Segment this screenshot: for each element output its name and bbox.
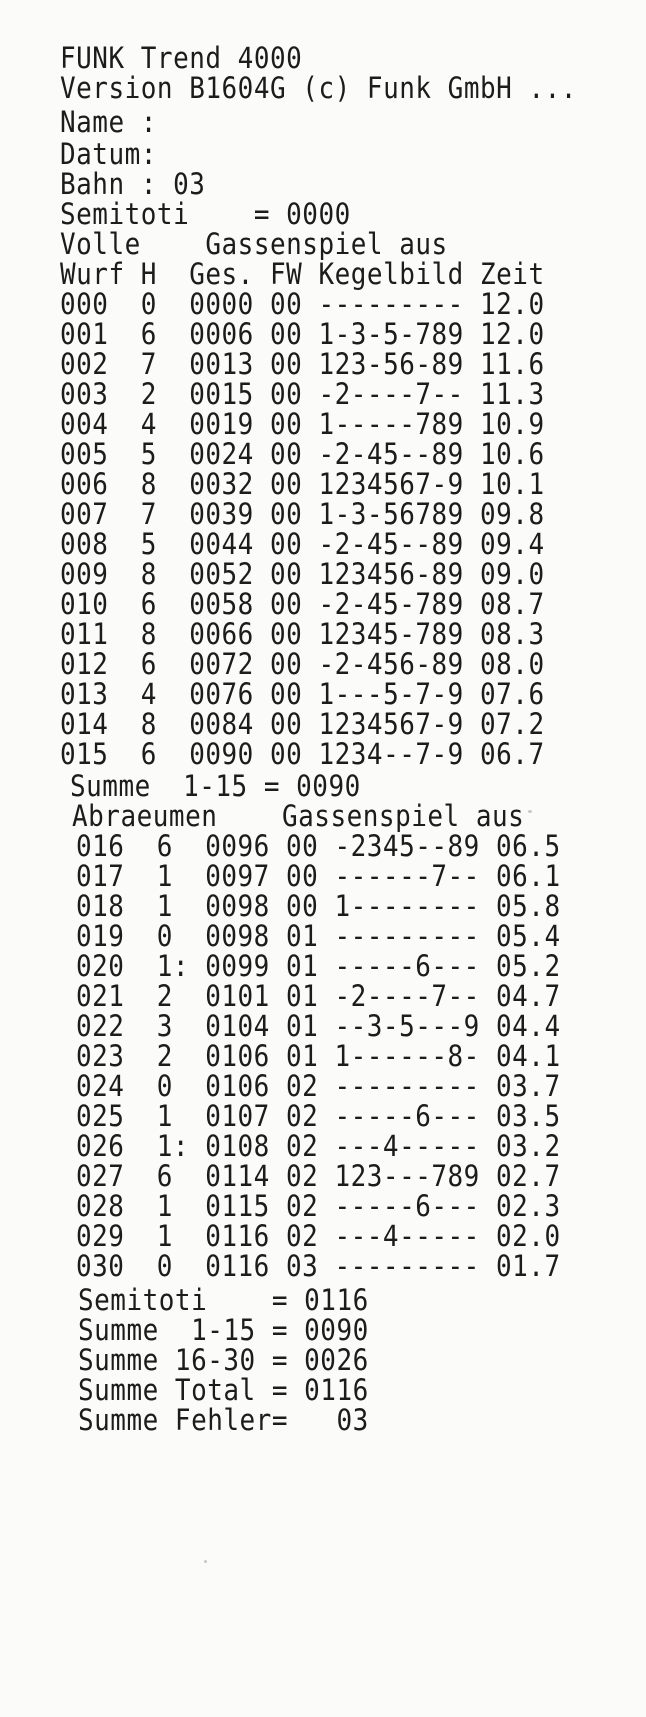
throw-row: 022 3 0104 01 --3-5---9 04.4	[76, 1010, 561, 1044]
column-header: Wurf H Ges. FW Kegelbild Zeit	[60, 258, 545, 292]
throw-row: 017 1 0097 00 ------7-- 06.1	[76, 860, 561, 894]
throw-row: 020 1: 0099 01 -----6--- 05.2	[76, 950, 561, 984]
throw-row: 011 8 0066 00 12345-789 08.3	[60, 618, 545, 652]
version-line: Version B1604G (c) Funk GmbH ...	[60, 72, 577, 106]
throw-row: 013 4 0076 00 1---5-7-9 07.6	[60, 678, 545, 712]
section-abraeumen: Abraeumen Gassenspiel aus	[72, 800, 525, 834]
total-overall: Summe Total = 0116	[78, 1374, 369, 1408]
date-field: Datum:	[60, 138, 157, 172]
paper-speck	[204, 1560, 207, 1563]
total-errors: Summe Fehler= 03	[78, 1404, 369, 1438]
throw-row: 028 1 0115 02 -----6--- 02.3	[76, 1190, 561, 1224]
printer-model-title: FUNK Trend 4000	[60, 42, 303, 76]
lane-field: Bahn : 03	[60, 168, 206, 202]
throw-row: 003 2 0015 00 -2----7-- 11.3	[60, 378, 545, 412]
throw-row: 015 6 0090 00 1234--7-9 06.7	[60, 738, 545, 772]
throw-row: 018 1 0098 00 1-------- 05.8	[76, 890, 561, 924]
throw-row: 010 6 0058 00 -2-45-789 08.7	[60, 588, 545, 622]
semitoti-end: Semitoti = 0116	[78, 1284, 369, 1318]
throw-row: 001 6 0006 00 1-3-5-789 12.0	[60, 318, 545, 352]
throw-row: 002 7 0013 00 123-56-89 11.6	[60, 348, 545, 382]
throw-row: 007 7 0039 00 1-3-56789 09.8	[60, 498, 545, 532]
throw-row: 008 5 0044 00 -2-45--89 09.4	[60, 528, 545, 562]
throw-row: 000 0 0000 00 --------- 12.0	[60, 288, 545, 322]
throw-row: 026 1: 0108 02 ---4----- 03.2	[76, 1130, 561, 1164]
name-field: Name :	[60, 106, 157, 140]
throw-row: 023 2 0106 01 1------8- 04.1	[76, 1040, 561, 1074]
paper-speck	[528, 810, 532, 813]
throw-row: 014 8 0084 00 1234567-9 07.2	[60, 708, 545, 742]
throw-row: 029 1 0116 02 ---4----- 02.0	[76, 1220, 561, 1254]
throw-row: 016 6 0096 00 -2345--89 06.5	[76, 830, 561, 864]
throw-row: 030 0 0116 03 --------- 01.7	[76, 1250, 561, 1284]
semitoti-start: Semitoti = 0000	[60, 198, 351, 232]
throw-row: 019 0 0098 01 --------- 05.4	[76, 920, 561, 954]
throw-row: 005 5 0024 00 -2-45--89 10.6	[60, 438, 545, 472]
total-1-15: Summe 1-15 = 0090	[78, 1314, 369, 1348]
subtotal-1-15: Summe 1-15 = 0090	[70, 770, 361, 804]
total-16-30: Summe 16-30 = 0026	[78, 1344, 369, 1378]
throw-row: 012 6 0072 00 -2-456-89 08.0	[60, 648, 545, 682]
throw-row: 004 4 0019 00 1-----789 10.9	[60, 408, 545, 442]
throw-row: 021 2 0101 01 -2----7-- 04.7	[76, 980, 561, 1014]
throw-row: 009 8 0052 00 123456-89 09.0	[60, 558, 545, 592]
throw-row: 006 8 0032 00 1234567-9 10.1	[60, 468, 545, 502]
throw-row: 025 1 0107 02 -----6--- 03.5	[76, 1100, 561, 1134]
throw-row: 027 6 0114 02 123---789 02.7	[76, 1160, 561, 1194]
throw-row: 024 0 0106 02 --------- 03.7	[76, 1070, 561, 1104]
section-volle: Volle Gassenspiel aus	[60, 228, 448, 262]
